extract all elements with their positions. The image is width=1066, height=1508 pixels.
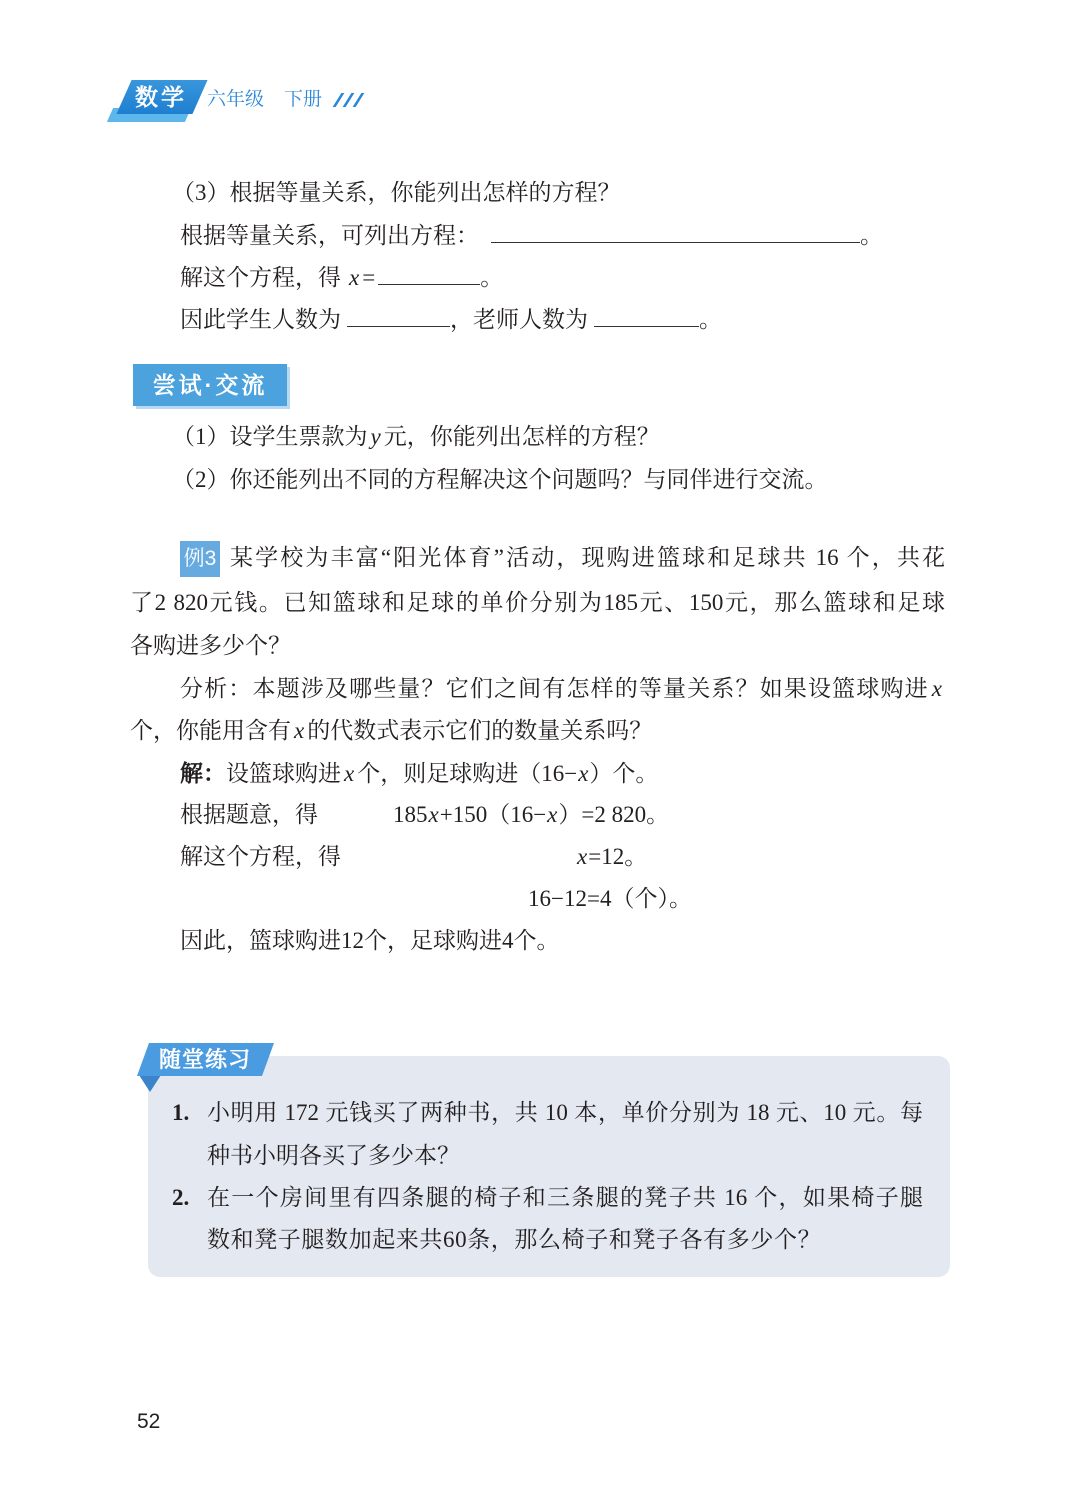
math-variable-x: x	[349, 265, 360, 290]
solve-result-line	[180, 842, 648, 872]
period: 。	[860, 223, 883, 248]
analysis-text: 个，你能用含有	[130, 718, 291, 743]
equation-prompt-line	[180, 221, 883, 251]
header-slash-decoration	[353, 93, 365, 107]
solution-setup-line	[180, 758, 658, 788]
solve-value: =12。	[588, 844, 648, 869]
analysis-text: 分析：本题涉及哪些量？它们之间有怎样的等量关系？如果设篮球购进	[180, 676, 929, 701]
solution-text: ）个。	[589, 761, 659, 786]
football-count-line: 16−12=4（个）。	[528, 886, 692, 911]
result-teachers-text: ，老师人数为	[450, 307, 588, 332]
section3-question: （3）根据等量关系，你能列出怎样的方程？	[172, 180, 621, 205]
practice-item-line: 在一个房间里有四条腿的椅子和三条腿的凳子共 16 个，如果椅子腿	[207, 1185, 923, 1210]
practice-item-number: 1.	[172, 1100, 190, 1125]
math-variable-x: x	[344, 761, 355, 786]
try-q1-text: （1）设学生票款为	[172, 424, 368, 449]
math-variable-x: x	[547, 802, 558, 827]
solution-text: 设篮球购进	[226, 761, 341, 786]
analysis-line	[180, 674, 945, 704]
page-number: 52	[137, 1410, 161, 1433]
solution-conclusion: 因此，篮球购进12个，足球购进4个。	[180, 928, 560, 953]
practice-item-line: 数和凳子腿数加起来共60条，那么椅子和凳子各有多少个？	[207, 1227, 822, 1252]
example-problem-line: 某学校为丰富“阳光体育”活动，现购进篮球和足球共 16 个，共花	[230, 545, 945, 570]
equation-answer-blank	[491, 222, 860, 243]
math-variable-x: x	[578, 761, 589, 786]
teachers-answer-blank	[594, 306, 699, 327]
equation-line	[180, 800, 670, 830]
equation-part: 185	[393, 802, 428, 827]
equals-sign: =	[362, 265, 376, 290]
result-line	[180, 305, 722, 335]
grade-label: 六年级	[207, 89, 265, 110]
analysis-line	[130, 716, 652, 746]
practice-badge-title: 随堂练习	[158, 1047, 251, 1072]
practice-badge-fold	[139, 1075, 161, 1092]
solution-text: 个，则足球购进（16−	[357, 761, 578, 786]
try-question-1	[172, 422, 660, 452]
solve-label: 解这个方程，得	[180, 844, 341, 869]
solution-label: 解：	[180, 760, 226, 786]
period: 。	[480, 265, 504, 290]
practice-item-line: 小明用 172 元钱买了两种书，共 10 本，单价分别为 18 元、10 元。每	[207, 1100, 923, 1125]
equation-part: +150（16−	[439, 802, 547, 827]
math-variable-x: x	[931, 676, 942, 701]
result-students-text: 因此学生人数为	[180, 307, 341, 332]
example-problem-line: 各购进多少个？	[130, 633, 291, 658]
equation-label: 根据题意，得	[180, 802, 318, 827]
equation-part: ）=2 820。	[558, 802, 670, 827]
x-answer-blank	[378, 264, 480, 285]
period: 。	[699, 307, 722, 332]
equation-prompt-text: 根据等量关系，可列出方程：	[180, 223, 479, 248]
example-problem-line: 了2 820元钱。已知篮球和足球的单价分别为185元、150元，那么篮球和足球	[130, 590, 945, 615]
math-variable-x: x	[577, 844, 588, 869]
students-answer-blank	[347, 306, 450, 327]
solve-result	[576, 842, 647, 872]
volume-label: 下册	[284, 89, 323, 110]
practice-item-line: 种书小明各买了多少本？	[207, 1143, 460, 1168]
try-question-2: （2）你还能列出不同的方程解决这个问题吗？与同伴进行交流。	[172, 467, 828, 492]
math-variable-x: x	[428, 802, 439, 827]
solve-prompt-text: 解这个方程，得	[180, 265, 341, 290]
practice-item-number: 2.	[172, 1185, 190, 1210]
try-q1-text-end: 元，你能列出怎样的方程？	[383, 424, 660, 449]
analysis-text-end: 的代数式表示它们的数量关系吗？	[307, 718, 653, 743]
subject-title: 数学	[135, 84, 187, 110]
solve-line	[180, 263, 503, 293]
try-exchange-badge: 尝试·交流	[133, 364, 287, 406]
equation	[393, 800, 669, 830]
math-variable-y: y	[370, 424, 381, 449]
math-variable-x: x	[294, 718, 305, 743]
example-3-badge: 例3	[180, 541, 220, 577]
